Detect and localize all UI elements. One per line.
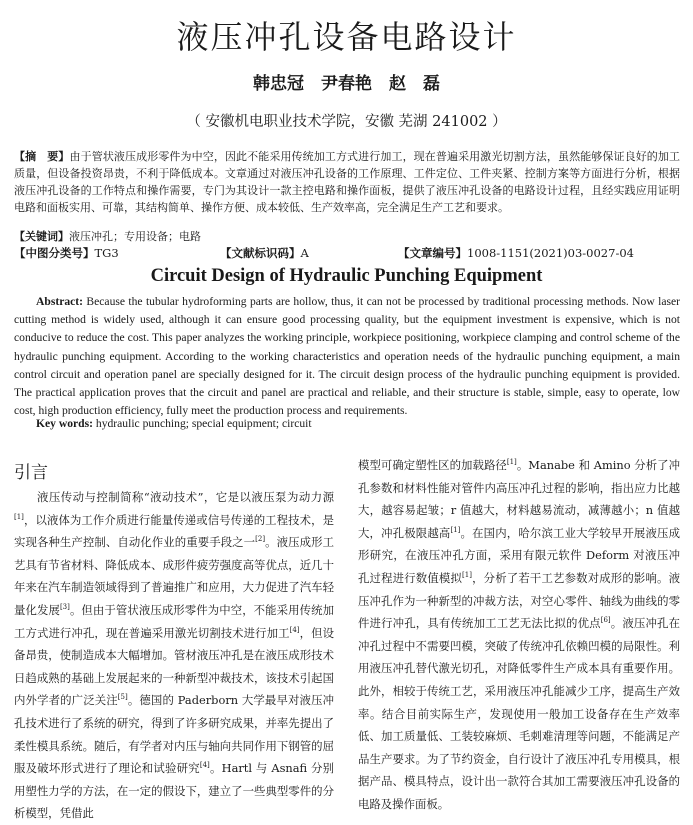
body-text: ，但设备昂贵，使制造成本大幅增加。管材液压冲孔是在液压成形技术日趋成熟的基础上发展起来的一种新型冲裁技术，该技术引起国内外学者的广泛关注: [14, 625, 334, 708]
body-text: 。德国的 Paderborn 大学最早对液压冲孔技术进行了系统的研究，得到了许多研究成果，并率先提出了柔性模具系统。随后，有学者对内压与轴向共同作用下钢管的屈服及破坏形式进行了理论和试验研究: [14, 693, 334, 776]
authors: 韩忠冠 尹春艳 赵 磊: [253, 74, 440, 94]
abstract-en-label: Abstract:: [36, 295, 84, 308]
body-text: 。液压冲孔在冲孔过程中不需要凹模，突破了传统冲孔依赖凹模的局限性。利用液压冲孔替代激光切孔，对降低零件生产成本具有重要作用。此外，相较于传统工艺，采用液压冲孔能减少工序，提高生产效率。结合目前实际生产，发现使用一般加工设备存在生产效率低、加工质量低、工装较麻烦、毛刺难清理等问题，不能满足产品生产要求。为了节约资金，自行设计了液压冲孔专用模具，根据产品、模具特点，设计出一款符合其加工需要液压冲孔设备的电路及操作面板。: [358, 616, 680, 811]
citation-ref: [4]: [199, 761, 210, 770]
citation-ref: [1]: [462, 571, 472, 580]
abstract-cn-text: 由于管状液压成形零件为中空，因此不能采用传统加工方式进行加工，现在普遍采用激光切割方法，虽然能够保证良好的加工质量，但设备投资昂贵，不利于降低成本。文章通过对液压冲孔设备的工作原理、工件定位、工件夹紧、控制方案等方面进行分析，根据液压冲孔设备的工作特点和操作需要，专门为其设计一款主控电路和操作面板，提供了液压冲孔设备的电路设计过程，且经实践应用证明电路和面板实用、可靠，其结构简单、操作方便、成本较低、生产效率高，完全满足生产工艺和要求。: [14, 150, 681, 214]
body-text: 。在国内，哈尔滨工业大学较早开展液压成形研究，在液压冲孔方面，采用有限元软件 Deform 对液压冲孔过程进行数值模拟: [358, 525, 680, 585]
english-title: Circuit Design of Hydraulic Punching Equipment: [150, 266, 543, 286]
abstract-en: [14, 293, 680, 421]
citation-ref: [4]: [289, 625, 300, 634]
citation-ref: [2]: [255, 535, 266, 544]
keywords-cn-label: 【关键词】: [14, 230, 69, 243]
classification-number: [14, 245, 119, 261]
body-text: 。Hartl 与 Asnafi 分别用塑性力学的方法，在一定的假设下，建立了一些典型零件的分析模型，凭借此: [14, 761, 334, 821]
citation-ref: [1]: [14, 512, 24, 521]
abstract-cn: [14, 148, 680, 233]
classification-value: TG3: [94, 246, 119, 260]
body-text: 液压传动与控制简称“液动技术”，它是以液压泵为动力源: [37, 490, 334, 504]
article-no-value: 1008-1151(2021)03-0027-04: [467, 246, 634, 260]
abstract-en-text: Because the tubular hydroforming parts are hollow, thus, it can not be processed by traditional processing methods. Now laser cutting method is widely used, although it can ensure good processing quality, but the equipment investment is expensive, which is not conducive to reduce the cost. This paper analyzes the working principle, workpiece positioning, workpiece clamping and control scheme of the hydraulic punching equipment. According to the working characteristics and operation needs of the hydraulic punching equipment, a main control circuit and operation panel are specially designed for it. The circuit design process of the hydraulic punching equipment is provided. The practical application proves that the circuit and panel are practical and reliable, and their structure is stable, simple, easy to operate, low cost, high production efficiency, fully meet the production process and requirements.: [14, 295, 680, 418]
affiliation: （ 安徽机电职业技术学院，安徽 芜湖 241002 ）: [186, 114, 507, 130]
citation-ref: [6]: [600, 616, 611, 625]
paper-title: 液压冲孔设备电路设计: [176, 18, 517, 56]
body-text: ，分析了若干工艺参数对成形的影响。液压冲孔作为一种新型的冲裁方法，对空心零件、轴线为曲线的零件进行冲孔，具有传统加工工艺无法比拟的优点: [358, 570, 680, 631]
body-column-right: [358, 454, 680, 811]
body-text: 。但由于管状液压成形零件为中空，不能采用传统加工方式进行冲孔，现在普遍采用激光切割技术进行加工: [14, 602, 334, 640]
article-number: [398, 245, 634, 261]
keywords-en-label: Key words:: [36, 417, 93, 430]
body-column-left: [14, 486, 334, 821]
citation-ref: [5]: [117, 693, 128, 702]
keywords-en: [36, 417, 312, 430]
body-text: 。Manabe 和 Amino 分析了冲孔参数和材料性能对管件内高压冲孔过程的影响，指出应力比越大，越容易起皱；r 值越大，材料越易流动，减薄越小；n 值越大，冲孔极限越高: [358, 458, 680, 540]
body-text: ，以液体为工作介质进行能量传递或信号传递的工程技术，是实现各种生产控制、自动化作业的重要手段之一: [14, 512, 334, 550]
citation-ref: [1]: [506, 458, 517, 467]
keywords-cn: [14, 228, 680, 245]
document-code: [220, 245, 309, 261]
section-heading-introduction: 引言: [14, 463, 48, 483]
classification-label: 【中图分类号】: [14, 246, 95, 260]
keywords-en-text: hydraulic punching; special equipment; circuit: [95, 417, 312, 430]
abstract-cn-label: 【摘 要】: [14, 150, 70, 163]
article-no-label: 【文章编号】: [398, 246, 467, 260]
doc-code-label: 【文献标识码】: [220, 246, 301, 260]
keywords-cn-text: 液压冲孔；专用设备；电路: [69, 230, 201, 243]
body-text: 模型可确定塑性区的加载路径: [358, 458, 507, 472]
citation-ref: [3]: [59, 603, 70, 612]
body-text: 。液压成形工艺具有节省材料、降低成本、成形件疲劳强度高等优点，近几十年来在汽车制造领域得到了普遍推广和应用，大力促进了汽车轻量化发展: [14, 535, 334, 617]
doc-code-value: A: [300, 246, 309, 260]
citation-ref: [1]: [450, 525, 461, 534]
